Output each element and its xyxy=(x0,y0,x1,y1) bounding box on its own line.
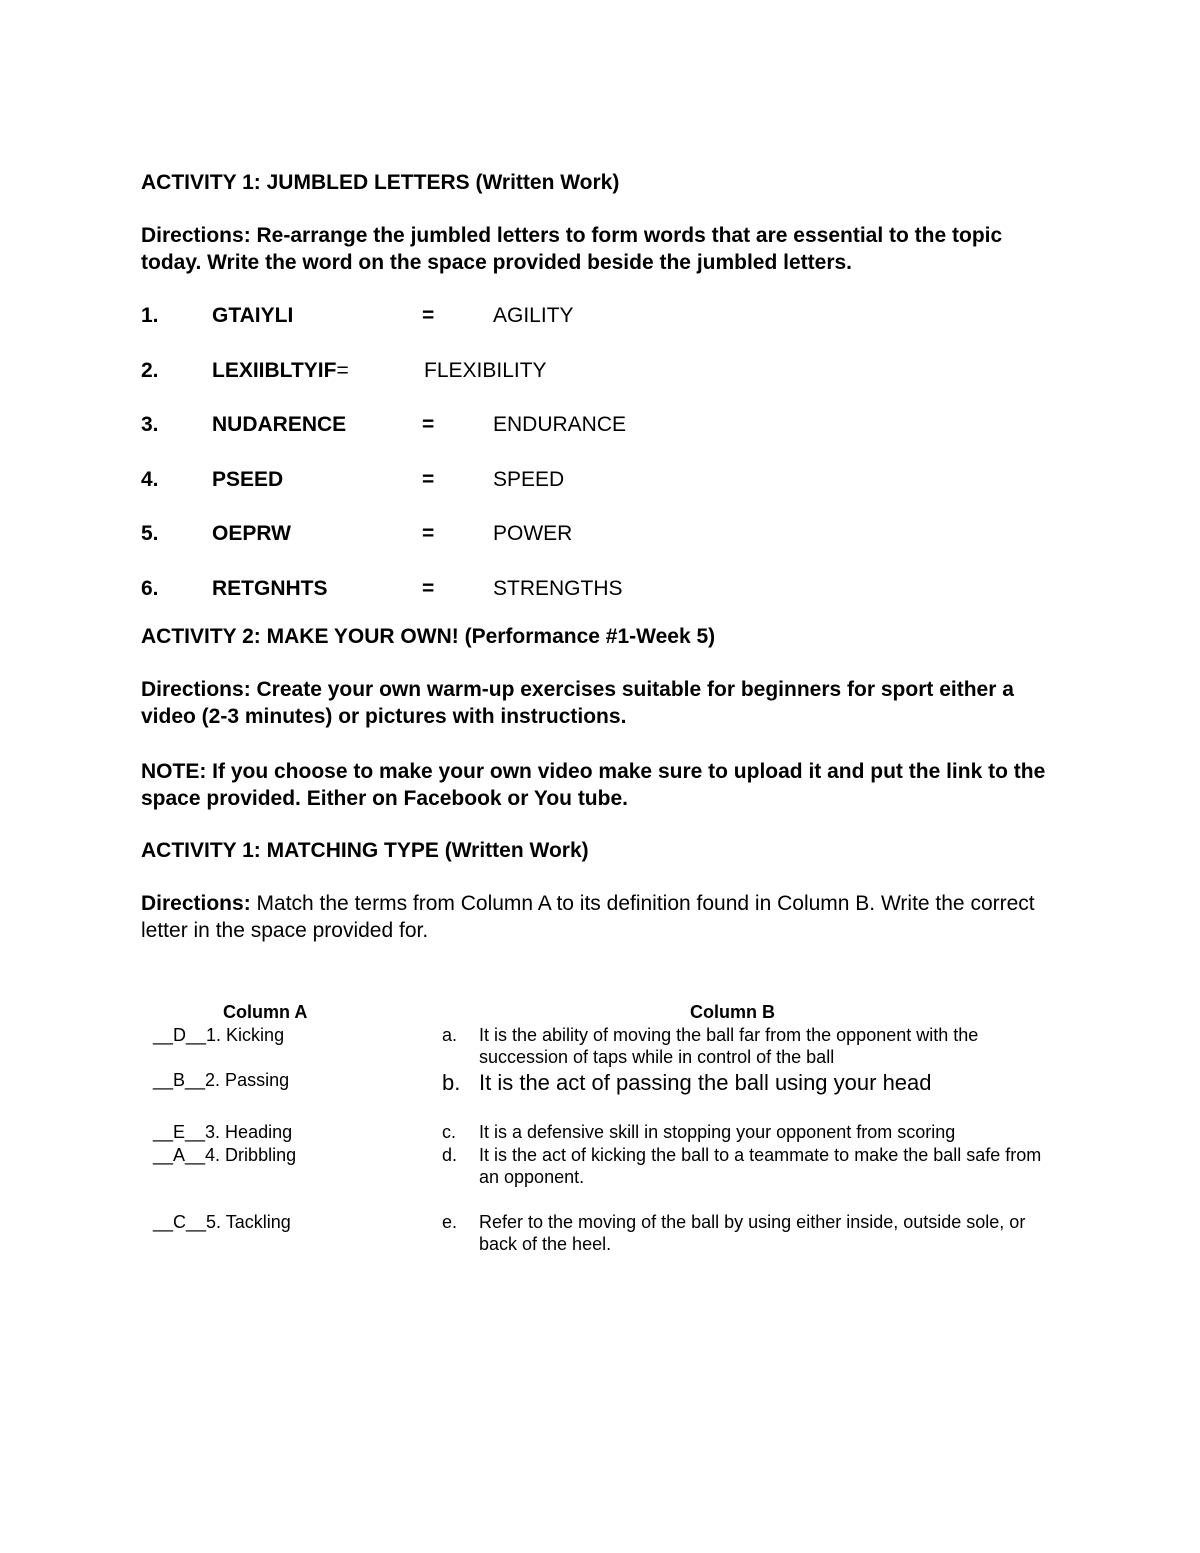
definition-letter: c. xyxy=(442,1121,457,1142)
equals-sign: = xyxy=(336,358,349,382)
answer-word: AGILITY xyxy=(493,304,574,327)
equals-sign: = xyxy=(422,413,435,437)
directions-label: Directions: xyxy=(141,891,251,915)
activity1-title: ACTIVITY 1: JUMBLED LETTERS (Written Work) xyxy=(141,171,620,194)
column-a-item: __D__1. Kicking xyxy=(153,1024,285,1045)
column-b-item xyxy=(442,1144,1062,1188)
column-b-header: Column B xyxy=(690,1001,775,1022)
definition-text: Refer to the moving of the ball by using either inside, outside sole, or back of the heel. xyxy=(479,1211,1026,1254)
column-a-header: Column A xyxy=(223,1001,308,1022)
jumble-item xyxy=(141,465,1061,520)
column-b-item xyxy=(442,1070,1062,1096)
definition-letter: b. xyxy=(442,1069,461,1095)
definition-text: It is the act of kicking the ball to a teammate to make the ball safe from an opponent. xyxy=(479,1144,1042,1187)
answer-word: POWER xyxy=(493,522,573,546)
jumbled-word: GTAIYLI xyxy=(212,304,294,327)
equals-sign: = xyxy=(422,467,435,491)
definition-letter: a. xyxy=(442,1024,458,1045)
column-b-item xyxy=(442,1024,1062,1068)
jumble-number: 5. xyxy=(141,522,159,546)
jumbled-word: LEXIIBLTYIF xyxy=(212,358,337,382)
activity1-directions: Directions: Re-arrange the jumbled letters to form words that are essential to the topic today. Write the word on the space provided beside the jumbled letters. xyxy=(141,224,1003,274)
answer-word: STRENGTHS xyxy=(493,576,623,600)
definition-letter: e. xyxy=(442,1211,458,1232)
column-a-item: __C__5. Tackling xyxy=(153,1211,291,1232)
activity2-directions: Directions: Create your own warm-up exercises suitable for beginners for sport either a video (2-3 minutes) or pictures with instructions. xyxy=(141,677,1014,728)
jumbled-word-with-equals xyxy=(212,356,349,386)
definition-text: It is a defensive skill in stopping your opponent from scoring xyxy=(479,1121,956,1142)
column-a-item: __B__2. Passing xyxy=(153,1069,290,1090)
jumble-number: 6. xyxy=(141,576,159,600)
jumbled-word: NUDARENCE xyxy=(212,413,347,437)
activity2-note: NOTE: If you choose to make your own video make sure to upload it and put the link to the space provided. Either on Facebook or You tube. xyxy=(141,759,1046,810)
jumble-item xyxy=(141,574,1061,622)
jumbled-word: RETGNHTS xyxy=(212,576,328,600)
equals-sign: = xyxy=(422,576,435,600)
definition-text: It is the ability of moving the ball far from the opponent with the succession of taps while in control of the ball xyxy=(479,1024,979,1067)
column-b-item xyxy=(442,1211,1062,1255)
jumble-number: 4. xyxy=(141,467,159,491)
definition-text: It is the act of passing the ball using your head xyxy=(479,1069,932,1095)
column-a-item: __A__4. Dribbling xyxy=(153,1144,297,1165)
jumble-item xyxy=(141,519,1061,574)
jumbled-word: PSEED xyxy=(212,467,284,491)
jumble-number: 3. xyxy=(141,413,159,437)
jumble-number: 2. xyxy=(141,358,159,382)
definition-letter: d. xyxy=(442,1144,458,1165)
activity2-title: ACTIVITY 2: MAKE YOUR OWN! (Performance #1-Week 5) xyxy=(141,624,716,648)
jumble-item xyxy=(141,410,1061,465)
directions-text: Match the terms from Column A to its definition found in Column B. Write the correct letter in the space provided for. xyxy=(141,891,1035,942)
column-b-item xyxy=(442,1121,1062,1143)
jumble-item xyxy=(141,301,1061,356)
activity3-title: ACTIVITY 1: MATCHING TYPE (Written Work) xyxy=(141,838,589,862)
worksheet-page xyxy=(141,168,1061,1271)
equals-sign: = xyxy=(422,304,435,327)
matching-table xyxy=(141,1001,1061,1271)
jumble-item xyxy=(141,356,1061,411)
jumbled-word: OEPRW xyxy=(212,522,291,546)
answer-word: ENDURANCE xyxy=(493,413,627,437)
jumble-number: 1. xyxy=(141,304,159,327)
answer-word: FLEXIBILITY xyxy=(424,358,547,382)
answer-word: SPEED xyxy=(493,467,565,491)
activity3-directions xyxy=(141,890,1061,944)
jumbled-letters-list xyxy=(141,301,1061,622)
equals-sign: = xyxy=(422,522,435,546)
column-a-item: __E__3. Heading xyxy=(153,1121,293,1142)
